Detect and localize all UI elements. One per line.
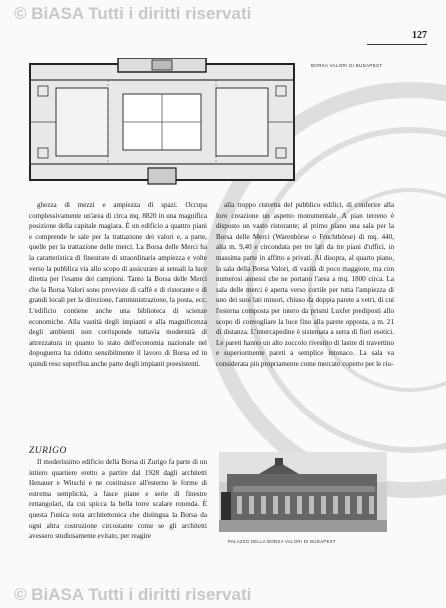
watermark-top: © BiASA Tutti i diritti riservati	[14, 4, 252, 23]
floor-plan-figure	[28, 58, 296, 186]
photo-caption: PALAZZO DELLA BORSA VALORI DI BUDAPEST	[228, 539, 336, 544]
page-number: 127	[367, 30, 427, 45]
text-column-left	[29, 200, 207, 440]
paragraph: Il moderissimo edificio della Borsa di Zurigo fa parte di un intiero quartiere eretto a partire dal 1928 dagli architetti Henauer e Witschi e ne costituisce all'esterno le forme di estrema semplicità, a fasce piane e serie di finestre rettangolari, da cui spicca la bella torre scalare rotonda. È questa l'unica nota architettonica che distingua la Borsa da ogni altra costruzione circostante come se gli architetti avessero studiosamente evitato, per reagire	[29, 458, 207, 541]
watermark-bottom: © BiASA Tutti i diritti riservati	[14, 585, 252, 604]
paragraph: ghezza di mezzi e ampiezza di spazi. Occupa complessivamente un'area di circa mq. 8820 in una magnifica posizione della capitale magiara. È un edificio a quattro piani e comprende le sale per la trattazione dei valori e, a parte, quelle per la trattazione delle merci. La Borsa delle Merci ha la caratteristica di finestrate di straordinaria ampiezza e volte verso la pubblica via allo scopo di assicurare ai sensali la luce diretta per l'esame dei campioni. Tanto la Borsa delle Merci che la Borsa Valori sono provviste di caffè e di ristorante e di grandi locali per la direzione, l'amministrazione, la posta, ecc. L'edificio contiene anche una biblioteca di scienze economiche. Alla vastità degli impianti e alla magnificenza degli ambienti non corrisponde tuttavia modernità di attrezzatura in quanto lo stato dell'economia nazionale nel dopoguerra ha ridotto sensibilmente il lavoro di Borsa ed in quindi reso superflua anche parte degli impianti preesistenti.	[29, 201, 207, 368]
section-heading: ZURIGO	[29, 446, 67, 456]
paragraph: alla troppo ristretta del pubblico edifici, di conferire alla loro creazione un aspetto monumentale. A pian terreno è disposto un vasto ristorante; al primo piano una sala per la Borsa delle Merci (Warenbörse o Fruchtbörse) di mq. 440, alta m. 9,40 e circondata per tre lati da tre piani d'uffici, in massima parte in affitto a privati. Al disopra, al quarto piano, la sala della Borsa Valori, di vasità di poco maggiore, ma con numerosi annessi che ne portano l'area a mq. 1800 circa. La sala delle merci è aperta verso cortile per tutta l'ampiezza di uno dei suoi lati minori, chiuso da doppia parete a vetri, di cui l'esterna composta per intero da prismi Luxfer prediposti allo scopo di convogliare la luce fino alla parete opposta, a m. 21 di distanza. L'intercapedine è sistemata a serra di fiori esotici. Le pareti hanno un alto zoccolo rivestito di lastre di travertino e superiormente pareti a semplice intonaco. La sala va considerata più propriamente come mercato coperto per le riu-	[216, 201, 394, 368]
text-column-right	[216, 200, 394, 440]
text-column-zurigo	[29, 457, 207, 587]
plan-caption: BORSA VALORI DI BUDAPEST	[311, 63, 383, 68]
building-photo	[219, 452, 387, 532]
